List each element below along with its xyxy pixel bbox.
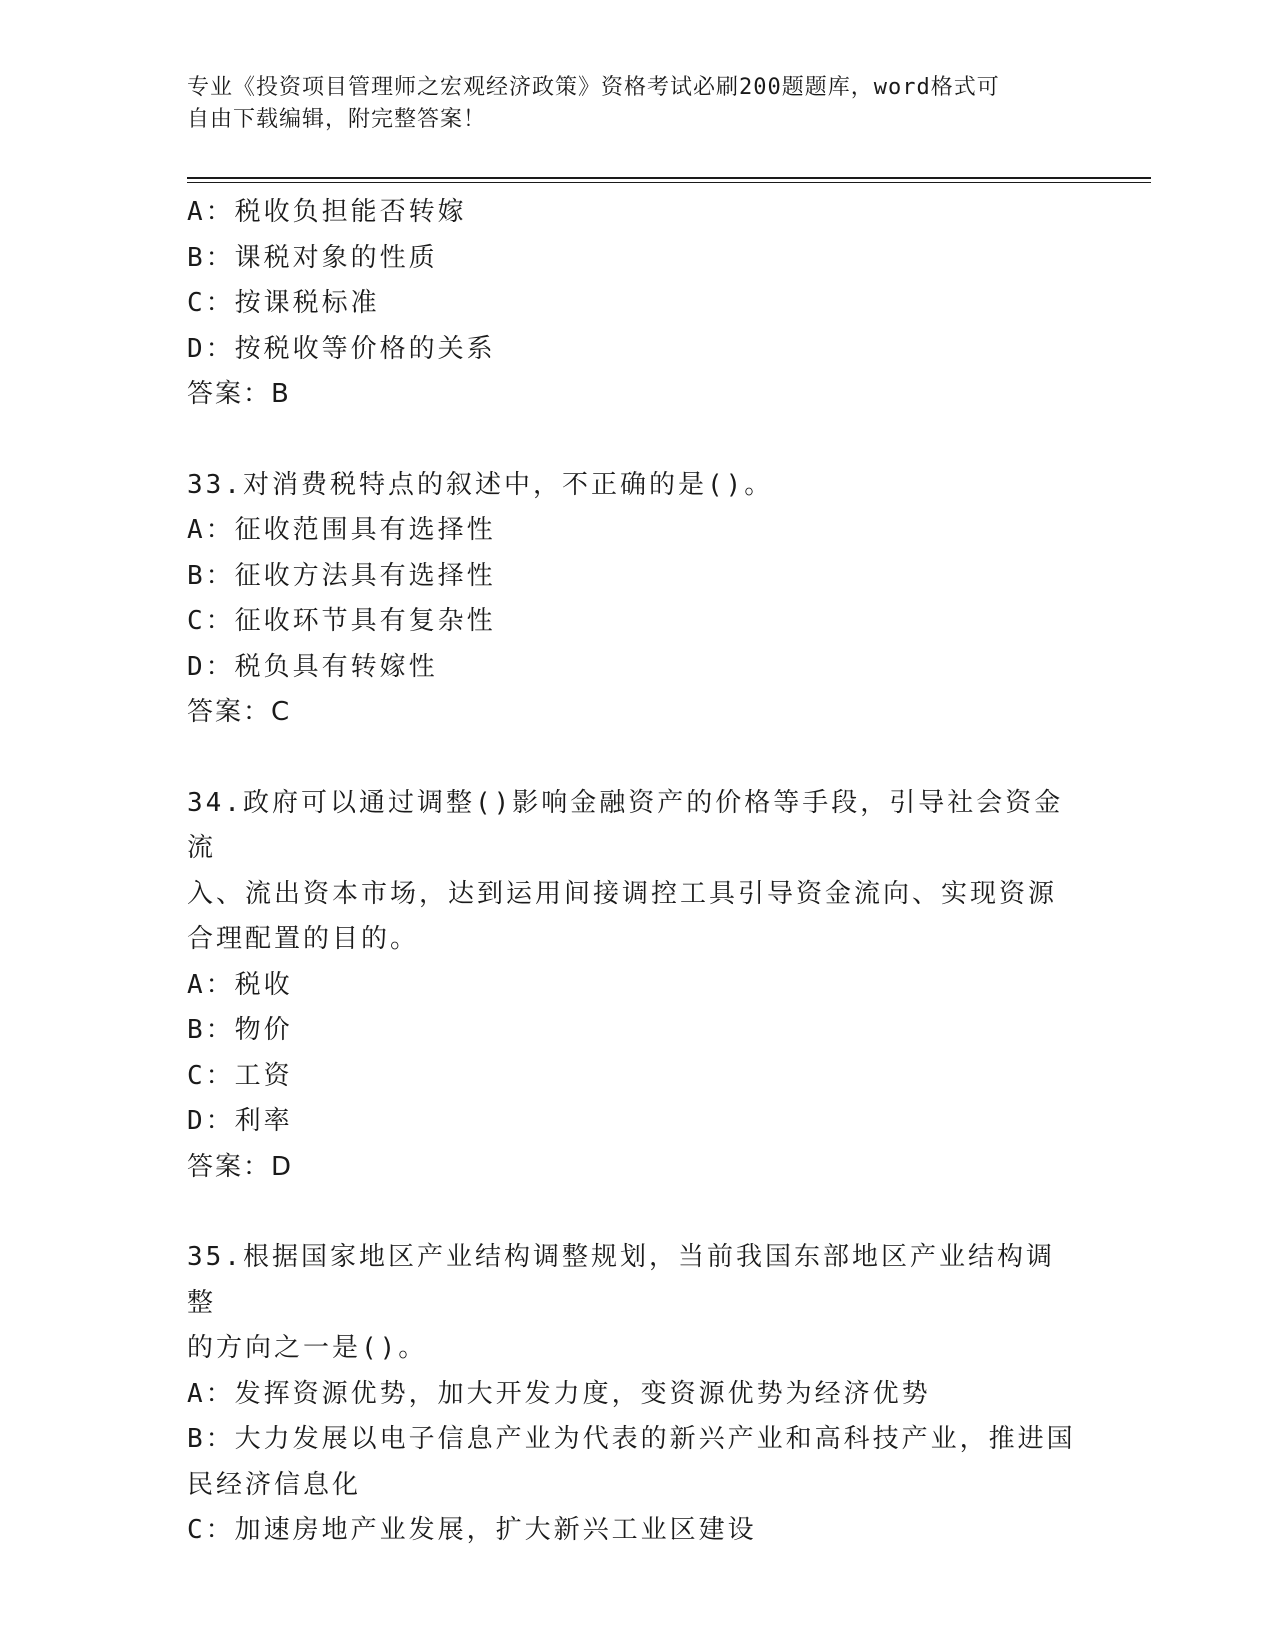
option-d: D：按税收等价格的关系 (187, 333, 496, 364)
header-line-1: 专业《投资项目管理师之宏观经济政策》资格考试必刷200题题库，word格式可 (187, 75, 1000, 100)
option-c: C：工资 (187, 1060, 293, 1091)
question-block-33 (187, 463, 1077, 736)
question-block-35 (187, 1235, 1077, 1554)
question-stem-line-3: 合理配置的目的。 (187, 924, 420, 954)
option-c: C：按课税标准 (187, 288, 380, 318)
header-line-2: 自由下载编辑，附完整答案！ (187, 107, 487, 132)
question-list (187, 190, 1077, 1554)
question-stem-line-1: 35.根据国家地区产业结构调整规划，当前我国东部地区产业结构调整 (187, 1242, 1055, 1318)
option-b-line-2: 民经济信息化 (187, 1469, 362, 1500)
spacer (187, 736, 1077, 781)
option-b: B：课税对象的性质 (187, 242, 438, 273)
header-divider-thick (187, 177, 1151, 179)
option-a: A：税收负担能否转嫁 (187, 197, 467, 227)
question-stem-line-1: 34.政府可以通过调整()影响金融资产的价格等手段，引导社会资金流 (187, 787, 1064, 863)
question-stem-line-2: 入、流出资本市场，达到运用间接调控工具引导资金流向、实现资源 (187, 878, 1058, 909)
option-c: C：加速房地产业发展，扩大新兴工业区建设 (187, 1515, 757, 1545)
option-b: B：征收方法具有选择性 (187, 560, 496, 591)
answer-line: 答案：B (187, 379, 291, 409)
document-header (187, 72, 1087, 136)
option-d: D：税负具有转嫁性 (187, 651, 438, 682)
header-divider-thin (187, 182, 1151, 183)
question-block-34 (187, 781, 1077, 1191)
question-stem: 33.对消费税特点的叙述中，不正确的是()。 (187, 469, 774, 500)
option-a: A：税收 (187, 969, 293, 1000)
option-c: C：征收环节具有复杂性 (187, 606, 496, 636)
spacer (187, 418, 1077, 463)
answer-line: 答案：D (187, 1151, 294, 1182)
option-a: A：征收范围具有选择性 (187, 515, 496, 545)
option-d: D：利率 (187, 1106, 293, 1136)
question-stem-line-2: 的方向之一是()。 (187, 1333, 428, 1363)
option-b-line-1: B：大力发展以电子信息产业为代表的新兴产业和高科技产业，推进国 (187, 1424, 1076, 1454)
spacer (187, 1190, 1077, 1235)
option-a: A：发挥资源优势，加大开发力度，变资源优势为经济优势 (187, 1378, 931, 1409)
question-block-previous (187, 190, 1077, 418)
option-b: B：物价 (187, 1015, 293, 1045)
answer-line: 答案：C (187, 697, 292, 727)
